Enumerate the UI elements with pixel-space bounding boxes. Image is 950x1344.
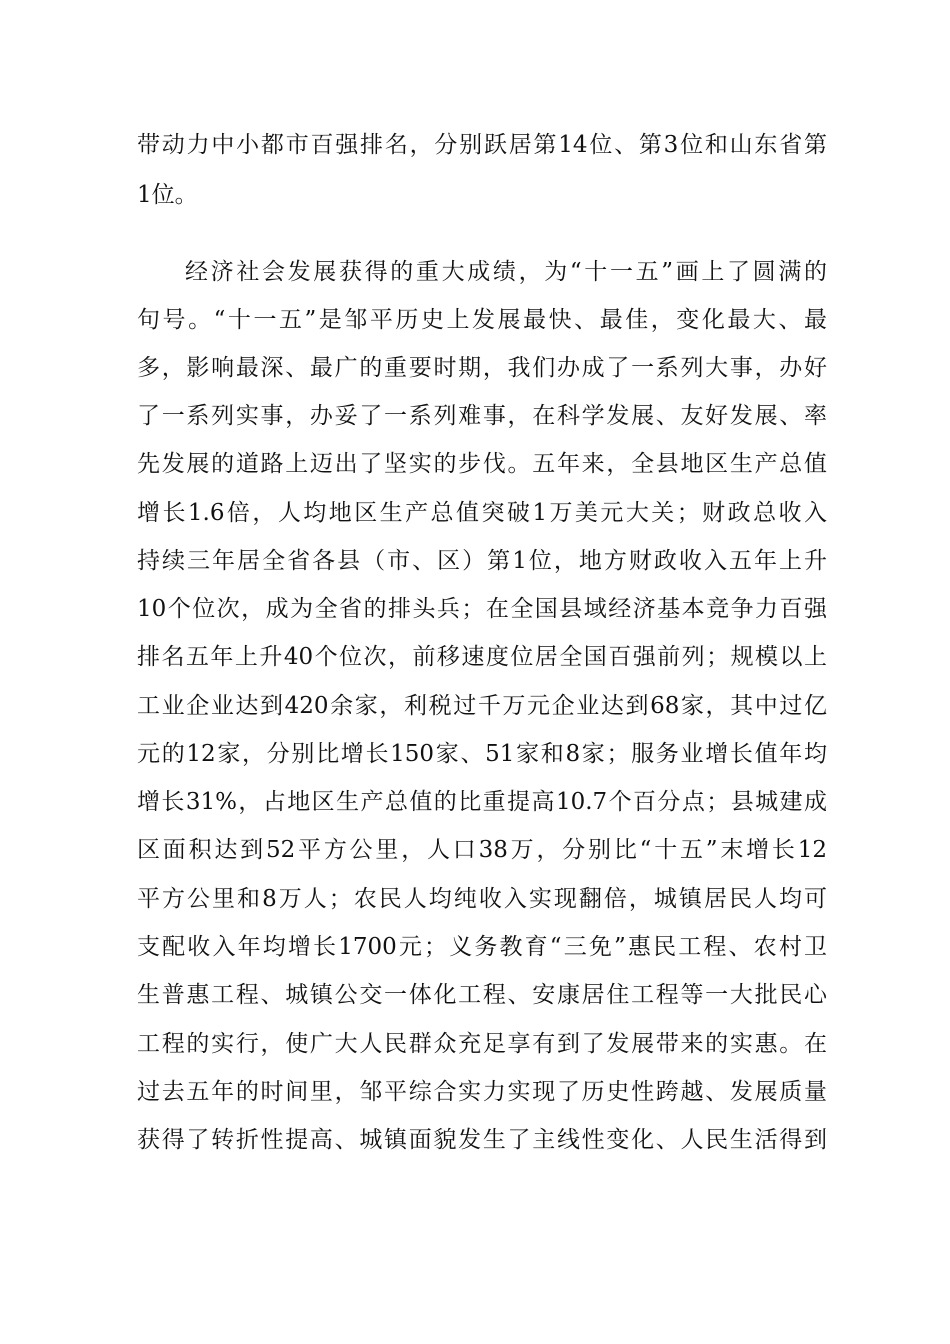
text-line: 工程的实行，使广大人民群众充足享有到了发展带来的实惠。在 <box>137 1031 827 1057</box>
text-line: 区面积达到52平方公里，人口38万，分别比“十五”末增长12 <box>137 837 827 863</box>
text-line: 10个位次，成为全省的排头兵；在全国县域经济基本竞争力百强 <box>137 596 827 622</box>
text-line: 元的12家，分别比增长150家、51家和8家；服务业增长值年均 <box>137 741 827 767</box>
text-line: 增长31%，占地区生产总值的比重提高10.7个百分点；县城建成 <box>137 789 827 815</box>
text-line: 增长1.6倍，人均地区生产总值突破1万美元大关；财政总收入 <box>137 500 827 526</box>
text-line: 工业企业达到420余家，利税过千万元企业达到68家，其中过亿 <box>137 693 827 719</box>
text-line: 1位。 <box>137 182 198 208</box>
text-line: 了一系列实事，办妥了一系列难事，在科学发展、友好发展、率 <box>137 403 827 429</box>
text-line: 带动力中小都市百强排名，分别跃居第14位、第3位和山东省第 <box>137 132 827 158</box>
text-line: 先发展的道路上迈出了坚实的步伐。五年来，全县地区生产总值 <box>137 451 827 477</box>
text-line: 获得了转折性提高、城镇面貌发生了主线性变化、人民生活得到 <box>137 1127 827 1153</box>
text-line: 经济社会发展获得的重大成绩，为“十一五”画上了圆满的 <box>185 259 827 285</box>
text-line: 支配收入年均增长1700元；义务教育“三免”惠民工程、农村卫 <box>137 934 827 960</box>
text-line: 句号。“十一五”是邹平历史上发展最快、最佳，变化最大、最 <box>137 307 827 333</box>
text-line: 持续三年居全省各县（市、区）第1位，地方财政收入五年上升 <box>137 548 827 574</box>
text-line: 排名五年上升40个位次，前移速度位居全国百强前列；规模以上 <box>137 644 827 670</box>
text-line: 过去五年的时间里，邹平综合实力实现了历史性跨越、发展质量 <box>137 1079 827 1105</box>
text-line: 平方公里和8万人；农民人均纯收入实现翻倍，城镇居民人均可 <box>137 886 827 912</box>
text-line: 生普惠工程、城镇公交一体化工程、安康居住工程等一大批民心 <box>137 982 827 1008</box>
text-line: 多，影响最深、最广的重要时期，我们办成了一系列大事，办好 <box>137 355 827 381</box>
